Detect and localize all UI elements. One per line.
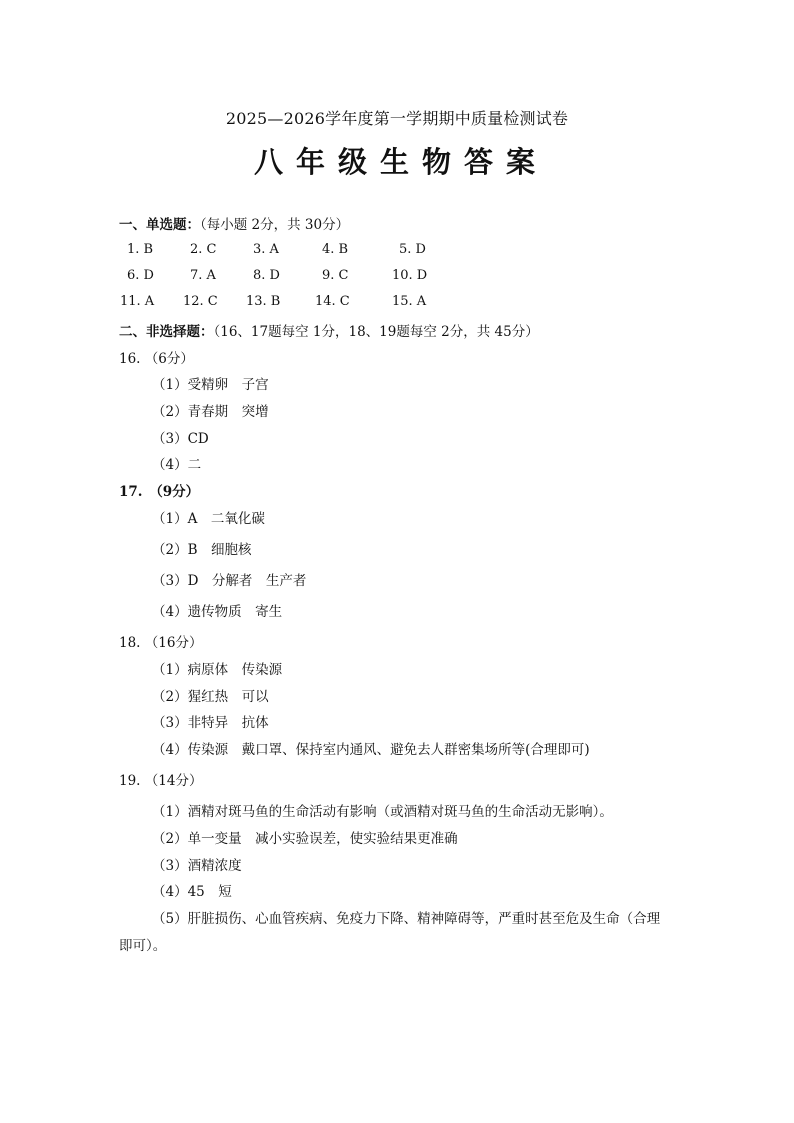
q18-heading: 18. （16分） (119, 635, 203, 651)
mc-answer: 6. D (127, 268, 154, 283)
mc-answer: 8. D (253, 268, 280, 283)
answer-key-heading: 八年级生物答案 (253, 145, 548, 179)
mc-answer: 3. A (253, 242, 279, 257)
mc-answer: 7. A (190, 268, 216, 283)
mc-answer: 15. A (392, 294, 427, 309)
mc-answer: 13. B (246, 294, 281, 309)
section2-heading (119, 320, 539, 340)
section1-label: 一、单选题： (119, 217, 200, 233)
mc-answer: 5. D (399, 242, 426, 257)
q17-answer: （2）B 细胞核 (152, 542, 252, 558)
q16-answer: （3）CD (152, 431, 209, 447)
q19-answer-5-line1: （5）肝脏损伤、心血管疾病、免疫力下降、精神障碍等，严重时甚至危及生命（合理 (152, 911, 661, 927)
q16-heading: 16. （6分） (119, 351, 194, 367)
q16-answer: （1）受精卵 子宫 (152, 377, 269, 393)
mc-answer: 4. B (322, 242, 349, 257)
q16-answer: （2）青春期 突增 (152, 404, 269, 420)
q19-answer: （4）45 短 (152, 884, 232, 900)
q19-answer: （1）酒精对斑马鱼的生命活动有影响（或酒精对斑马鱼的生命活动无影响）。 (152, 804, 613, 820)
mc-answer: 1. B (127, 242, 154, 257)
q18-answer: （3）非特异 抗体 (152, 715, 269, 731)
q17-answer: （3）D 分解者 生产者 (152, 573, 307, 589)
mc-answer: 11. A (120, 294, 155, 309)
q19-answer: （2）单一变量 减小实验误差，使实验结果更准确 (152, 831, 458, 847)
section2-note: （16、17题每空 1分，18、19题每空 2分，共 45分） (213, 324, 539, 340)
section1-heading (119, 213, 349, 233)
q17-answer: （1）A 二氧化碳 (152, 511, 265, 527)
section1-note: （每小题 2分，共 30分） (200, 217, 350, 233)
mc-answer: 2. C (190, 242, 217, 257)
q19-answer: （3）酒精浓度 (152, 858, 242, 874)
q18-answer: （2）猩红热 可以 (152, 689, 269, 705)
section2-label: 二、非选择题： (119, 324, 214, 340)
mc-answer: 12. C (183, 294, 218, 309)
mc-answer: 14. C (315, 294, 350, 309)
q16-answer: （4）二 (152, 457, 202, 473)
q17-heading: 17. （9分） (119, 484, 200, 500)
q19-answer-5-line2: 即可）。 (119, 938, 167, 954)
q18-answer: （4）传染源 戴口罩、保持室内通风、避免去人群密集场所等(合理即可) (152, 742, 590, 758)
q18-answer: （1）病原体 传染源 (152, 662, 283, 678)
mc-answer: 10. D (392, 268, 428, 283)
exam-title: 2025—2026学年度第一学期期中质量检测试卷 (225, 109, 569, 128)
mc-answer: 9. C (322, 268, 349, 283)
q17-answer: （4）遗传物质 寄生 (152, 604, 283, 620)
q19-heading: 19. （14分） (119, 773, 203, 789)
